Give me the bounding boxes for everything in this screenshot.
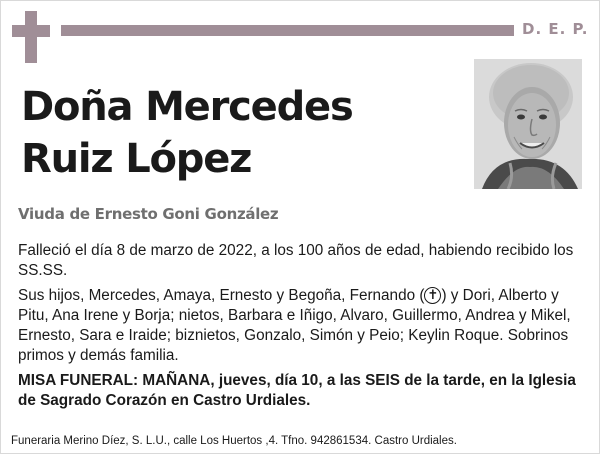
dep-label: D. E. P. — [522, 20, 589, 38]
family-paragraph — [18, 286, 583, 366]
portrait-photo — [474, 59, 582, 189]
family-text-2: ) y Dori, Alberto y Pitu, Ana Irene y Borja; nietos, Barbara e Iñigo, Alvaro, Guillermo, Andrea y Mikel, Ernesto, Sara e Iraide; biznietos, Gonzalo, Simón y Peio; Keylin Roque. Sobrinos primos y demás familia. — [18, 287, 571, 364]
deceased-cross-icon: ✝ — [424, 287, 441, 304]
header-divider — [61, 25, 514, 36]
funeral-home-footer: Funeraria Merino Díez, S. L.U., calle Los Huertos ,4. Tfno. 942861534. Castro Urdiales. — [11, 435, 457, 447]
death-paragraph: Falleció el día 8 de marzo de 2022, a los 100 años de edad, habiendo recibido los SS.SS. — [18, 242, 574, 279]
name-line-1: Doña Mercedes — [21, 84, 353, 130]
name-line-2: Ruiz López — [21, 136, 252, 182]
deceased-name — [21, 81, 353, 185]
cross-icon — [12, 11, 50, 63]
funeral-paragraph: MISA FUNERAL: MAÑANA, jueves, día 10, a las SEIS de la tarde, en la Iglesia de Sagrado Corazón en Castro Urdiales. — [18, 372, 576, 409]
widow-of: Viuda de Ernesto Goni González — [18, 205, 279, 223]
family-text-1: Sus hijos, Mercedes, Amaya, Ernesto y Begoña, Fernando ( — [18, 287, 425, 304]
notice-body — [18, 241, 583, 416]
